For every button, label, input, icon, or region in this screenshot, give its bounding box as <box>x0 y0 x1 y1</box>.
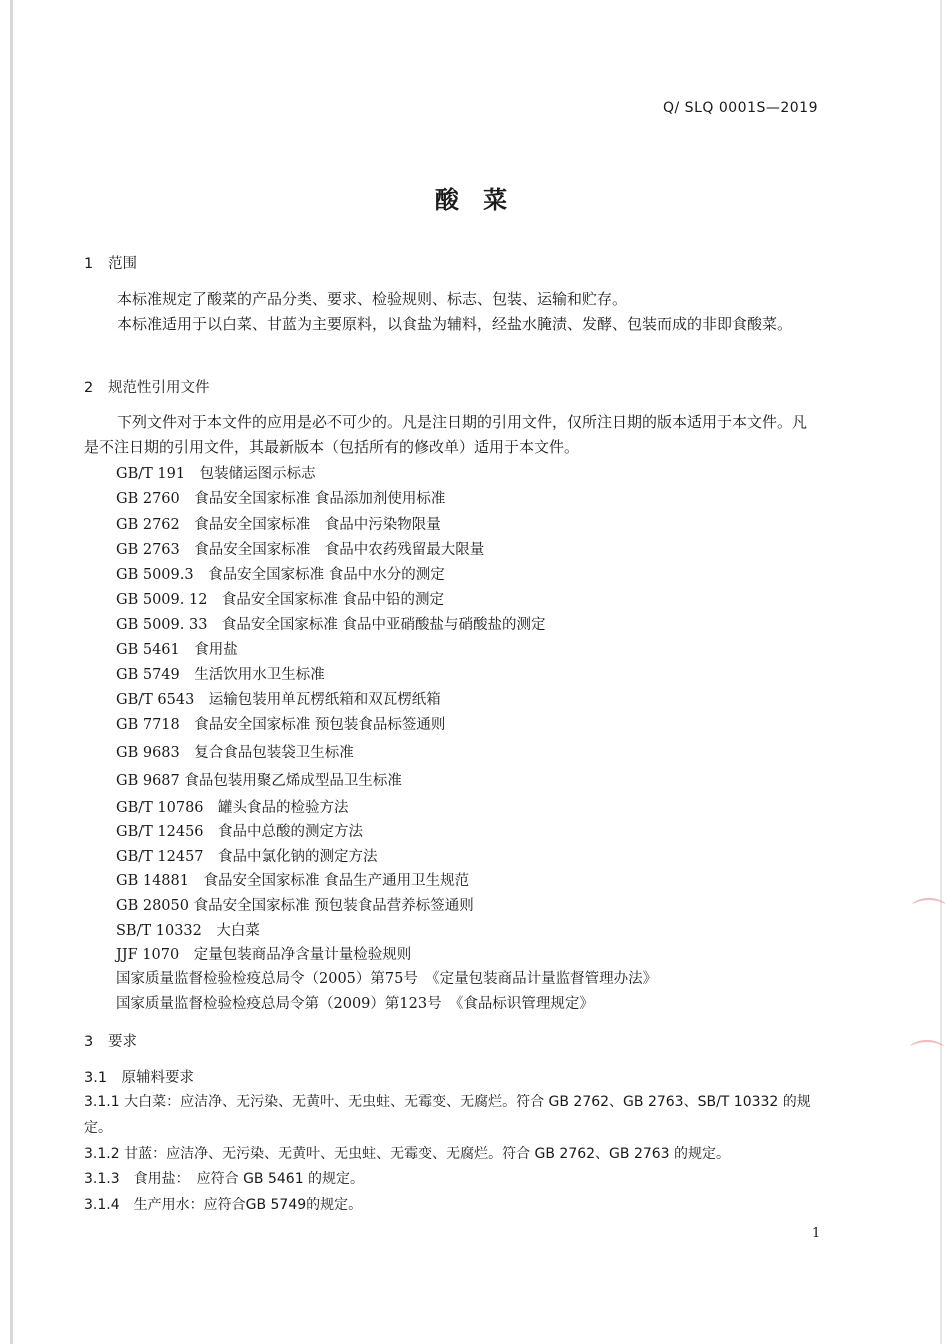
reference-item: GB 2763 食品安全国家标准 食品中农药残留最大限量 <box>116 542 485 558</box>
reference-item: 国家质量监督检验检疫总局令第（2009）第123号 《食品标识管理规定》 <box>116 996 594 1012</box>
reference-item: GB 2762 食品安全国家标准 食品中污染物限量 <box>116 517 441 533</box>
standard-code: Q/ SLQ 0001S—2019 <box>663 100 818 116</box>
section-number: 2 <box>84 380 94 396</box>
paragraph: 下列文件对于本文件的应用是必不可少的。凡是注日期的引用文件，仅所注日期的版本适用于本文件。凡是不注日期的引用文件，其最新版本（包括所有的修改单）适用于本文件。 <box>84 413 808 456</box>
reference-item: GB/T 191 包装储运图示标志 <box>116 466 316 482</box>
paragraph: 本标准适用于以白菜、甘蓝为主要原料，以食盐为辅料，经盐水腌渍、发酵、包装而成的非即食酸菜。 <box>117 315 793 333</box>
reference-item: GB 5461 食用盐 <box>116 642 238 658</box>
reference-item: GB/T 10786 罐头食品的检验方法 <box>116 800 349 816</box>
requirement-item: 3.1.4 生产用水：应符合GB 5749的规定。 <box>84 1197 363 1213</box>
reference-item: SB/T 10332 大白菜 <box>116 923 260 939</box>
reference-item: GB 28050 食品安全国家标准 预包装食品营养标签通则 <box>116 898 474 914</box>
section-2-heading <box>84 376 210 397</box>
section-1-heading <box>84 252 137 273</box>
reference-item: GB 5749 生活饮用水卫生标准 <box>116 667 325 683</box>
requirement-item: 3.1.3 食用盐： 应符合 GB 5461 的规定。 <box>84 1171 365 1187</box>
seal-stamp-fragment: ⌒ <box>910 1038 944 1078</box>
reference-item: 国家质量监督检验检疫总局令（2005）第75号 《定量包装商品计量监督管理办法》 <box>116 971 658 987</box>
reference-item: GB/T 12456 食品中总酸的测定方法 <box>116 824 364 840</box>
reference-item: GB 14881 食品安全国家标准 食品生产通用卫生规范 <box>116 873 470 889</box>
section-title: 要求 <box>108 1034 137 1050</box>
subsection-3-1-heading: 3.1 原辅料要求 <box>84 1070 195 1086</box>
paragraph: 本标准规定了酸菜的产品分类、要求、检验规则、标志、包装、运输和贮存。 <box>117 290 628 308</box>
requirement-item: 3.1.1 大白菜：应洁净、无污染、无黄叶、无虫蛀、无霉变、无腐烂。符合 GB 2762、GB 2763、SB/T 10332 的规定。 <box>84 1094 811 1136</box>
reference-item: GB 5009. 33 食品安全国家标准 食品中亚硝酸盐与硝酸盐的测定 <box>116 617 546 633</box>
section-3-heading <box>84 1030 137 1051</box>
requirement-item: 3.1.2 甘蓝：应洁净、无污染、无黄叶、无虫蛀、无霉变、无腐烂。符合 GB 2762、GB 2763 的规定。 <box>84 1146 731 1162</box>
reference-item: GB 5009. 12 食品安全国家标准 食品中铅的测定 <box>116 592 445 608</box>
reference-item: GB 2760 食品安全国家标准 食品添加剂使用标准 <box>116 491 446 507</box>
reference-item: GB/T 12457 食品中氯化钠的测定方法 <box>116 849 378 865</box>
page-number: 1 <box>812 1226 821 1241</box>
reference-item: GB 7718 食品安全国家标准 预包装食品标签通则 <box>116 717 446 733</box>
section-title: 规范性引用文件 <box>108 380 210 396</box>
reference-item: GB 9687 食品包装用聚乙烯成型品卫生标准 <box>116 773 402 789</box>
seal-stamp-fragment: ⌒ <box>912 896 946 936</box>
section-title: 范围 <box>108 256 137 272</box>
reference-item: GB 9683 复合食品包装袋卫生标准 <box>116 745 354 761</box>
document-title: 酸 菜 <box>434 186 516 214</box>
reference-item: GB/T 6543 运输包装用单瓦楞纸箱和双瓦楞纸箱 <box>116 692 441 708</box>
section-number: 1 <box>84 256 94 272</box>
section-number: 3 <box>84 1034 94 1050</box>
reference-item: GB 5009.3 食品安全国家标准 食品中水分的测定 <box>116 567 445 583</box>
reference-item: JJF 1070 定量包装商品净含量计量检验规则 <box>116 947 412 963</box>
